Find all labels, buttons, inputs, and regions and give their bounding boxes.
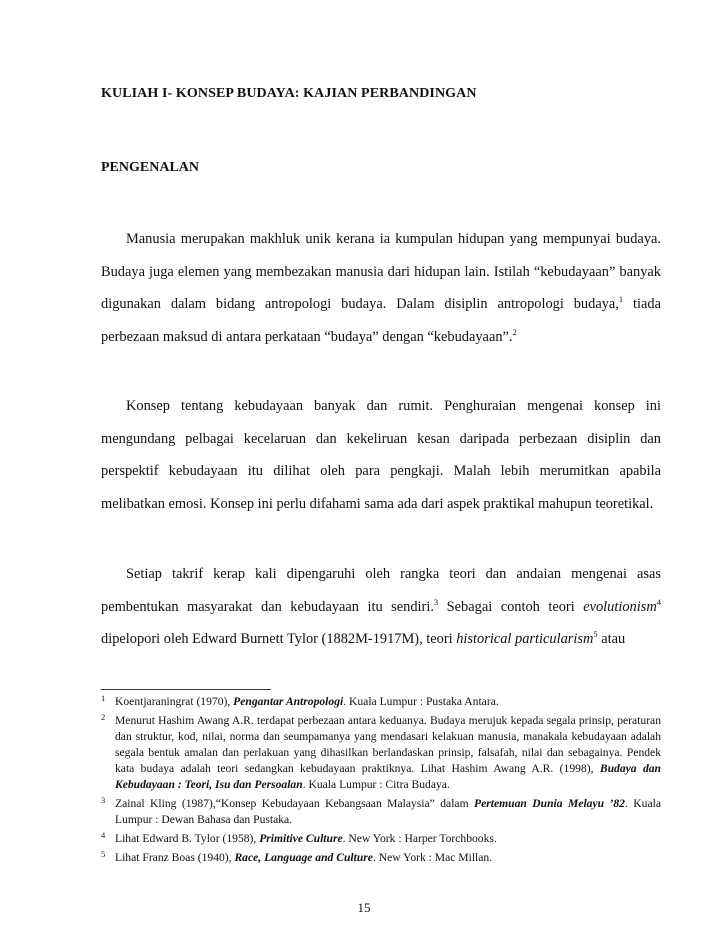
footnote-text: Menurut Hashim Awang A.R. terdapat perbezaan antara keduanya. Budaya merujuk kepada segala prinsip, peraturan dan struktur, kod, nilai, norma dan seumpamanya yang mendasari kelakuan manusia, manakala kebudayaan adalah segala bentuk amalan dan perlakuan yang dihasilkan berlandaskan prinsip, falsafah, nilai dan sebagainya. Pendek kata budaya adalah teori sedangkan kebudayaan praktiknya. Lihat Hashim Awang A.R. (1998),	[115, 714, 661, 775]
footnote-text: . Kuala Lumpur : Pustaka Antara.	[343, 695, 499, 708]
theory-term: historical particularism	[456, 631, 594, 647]
footnote-number: 1	[101, 693, 106, 703]
book-title: Pertemuan Dunia Melayu ’82	[474, 797, 625, 810]
footnote-number: 2	[101, 712, 106, 722]
footnote-4	[101, 831, 661, 847]
paragraph-concept	[101, 390, 661, 520]
paragraph-text: Sebagai contoh teori	[438, 598, 584, 615]
footnotes	[101, 694, 661, 869]
book-title: Budaya dan Kebudayaan : Teori, Isu dan Persoalan	[115, 762, 661, 791]
book-title: Race, Language and Culture	[234, 851, 373, 864]
footnote-text: Lihat Edward B. Tylor (1958),	[115, 832, 260, 845]
footnote-3	[101, 796, 661, 828]
footnote-text: . New York : Mac Millan.	[372, 851, 493, 864]
footnote-text: . New York : Harper Torchbooks.	[342, 832, 497, 845]
paragraph-introduction	[101, 223, 661, 353]
footnote-ref[interactable]: 2	[512, 326, 517, 337]
footnote-text: Lihat Franz Boas (1940),	[115, 851, 235, 864]
paragraph-text: dipelopori oleh Edward Burnett Tylor (1882M-1917M), teori	[101, 631, 457, 647]
book-title: Pengantar Antropologi	[233, 695, 344, 708]
footnote-5	[101, 850, 661, 866]
paragraph-text: Manusia merupakan makhluk unik kerana ia kumpulan hidupan yang mempunyai budaya. Budaya juga elemen yang membezakan manusia dari hidupan lain. Istilah “kebudayaan” banyak digunakan dalam bidang antropologi budaya. Dalam disiplin antropologi budaya,	[101, 231, 661, 312]
footnote-text: . Kuala Lumpur : Citra Budaya.	[302, 778, 450, 791]
footnote-text: . Kuala Lumpur : Dewan Bahasa dan Pustaka.	[115, 797, 661, 826]
theory-term: evolutionism	[583, 598, 657, 615]
paragraph-text: tiada perbezaan maksud di antara perkataan “budaya” dengan “kebudayaan”.	[101, 296, 661, 345]
footnote-number: 5	[101, 849, 106, 859]
footnote-number: 4	[101, 830, 106, 840]
paragraph-text: Konsep tentang kebudayaan banyak dan rumit. Penghuraian mengenai konsep ini mengundang pelbagai kecelaruan dan kekeliruan kesan daripada perbezaan disiplin dan perspektif kebudayaan itu dilihat oleh para pengkaji. Malah lebih merumitkan apabila melibatkan emosi. Konsep ini perlu difahami sama ada dari aspek praktikal mahupun teoretikal.	[101, 398, 661, 512]
footnote-1	[101, 694, 661, 710]
lecture-title: KULIAH I- KONSEP BUDAYA: KAJIAN PERBANDINGAN	[101, 86, 477, 101]
footnote-divider	[101, 689, 271, 690]
footnote-text: Zainal Kling (1987),“Konsep Kebudayaan Kebangsaan Malaysia” dalam	[115, 797, 475, 810]
paragraph-definition	[101, 558, 661, 656]
footnote-ref[interactable]: 5	[593, 629, 598, 639]
book-title: Primitive Culture	[259, 832, 343, 845]
footnote-number: 3	[101, 795, 106, 805]
footnote-ref[interactable]: 3	[433, 596, 439, 607]
footnote-ref[interactable]: 1	[618, 294, 624, 304]
section-heading: PENGENALAN	[101, 160, 200, 175]
paragraph-text: Setiap takrif kerap kali dipengaruhi oleh rangka teori dan andaian mengenai asas pembentukan masyarakat dan kebudayaan itu sendiri.	[101, 566, 661, 615]
footnote-2	[101, 713, 661, 793]
footnote-text: Koentjaraningrat (1970),	[115, 695, 234, 708]
paragraph-text: atau	[597, 631, 626, 647]
footnote-ref[interactable]: 4	[656, 596, 661, 607]
page-number: 15	[357, 900, 371, 915]
